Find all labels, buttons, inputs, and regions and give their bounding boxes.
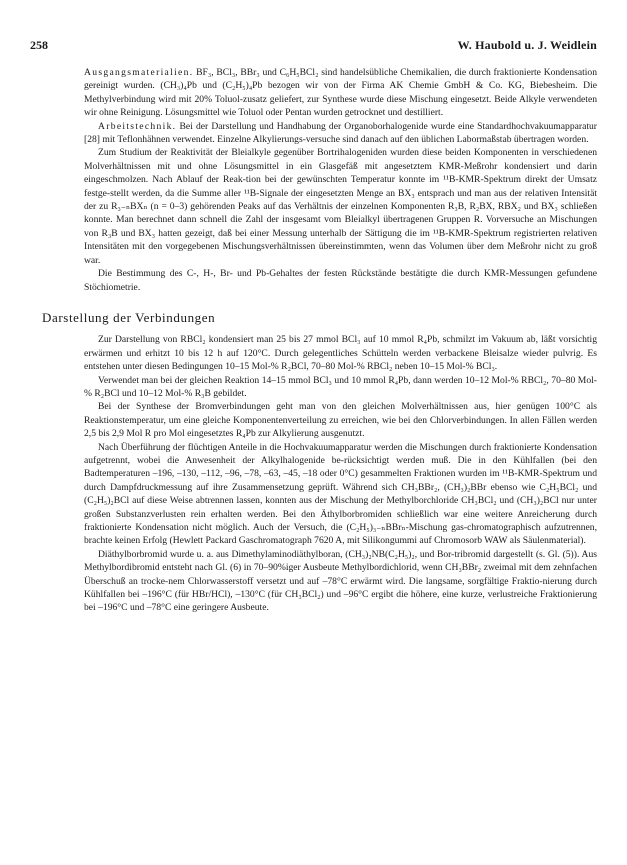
paragraph-text: Bei der Darstellung und Handhabung der Organoborhalogenide wurde eine Standardhochvakuumapparatur [28] mit Teflonhähnen verwendet. Einzelne Alkylierungs-versuche sind danach auf den üblichen Labormaßstab übertragen worden. bbox=[84, 120, 597, 146]
paragraph-reaktion bbox=[84, 374, 597, 401]
paragraph-ausgangsmaterialien bbox=[84, 66, 597, 120]
paragraph-rbcl2 bbox=[84, 333, 597, 373]
paragraph-bestimmung bbox=[84, 267, 597, 294]
paragraph-text: Nach Überführung der flüchtigen Anteile in die Hochvakuumapparatur werden die Mischungen durch fraktionierte Kondensation aufgetrennt, wobei die Anwesenheit der Alkylhalogenide be-rücksichtigt werden muß. Die in den Kühlfallen (bei den Badtemperaturen –196, –130, –112, –96, –78, –63, –45, –18 oder 0°C) gesammelten Fraktionen wurden im ¹¹B-KMR-Spektrum und durch Dampfdruckmessung auf ihre Zusammensetzung geprüft. Während sich CH₃BBr₂, (CH₃)₂BBr ebenso wie C₂H₅BCl₂ und (C₂H₅)₂BCl auf diese Weise abtrennen lassen, konnten aus der Mischung der Methylborchloride CH₃BCl₂ und (CH₃)₂BCl nur unter großen Substanzverlusten rein erhalten werden. Bei den Äthylborbromiden schließlich war eine weitere Anreicherung durch fraktionierte Kondensation nicht möglich. Auch der Versuch, die (C₂H₅)₃₋ₙBBrₙ-Mischung gas-chromatographisch aufzutrennen, brachte keinen Erfolg (Hewlett Packard Gaschromatograph 7620 A, mit Silikongummi auf Chromosorb WAW als Säulenmaterial). bbox=[84, 441, 597, 547]
paragraph-arbeitstechnik bbox=[84, 120, 597, 147]
paragraph-text: Bei der Synthese der Bromverbindungen geht man von den gleichen Molverhältnissen aus, hier genügen 100°C als Reaktionstemperatur, um eine gleiche Komponentenverteilung zu erreichen, wie bei den Chlorverbindungen. In allen Fällen werden 2,5 bis 2,9 Mol R pro Mol eingesetztes R₄Pb zur Alkylierung ausgenutzt. bbox=[84, 401, 597, 440]
paragraph-text: Verwendet man bei der gleichen Reaktion 14–15 mmol BCl₃ und 10 mmol R₄Pb, dann werden 10–12 Mol-% RBCl₂, 70–80 Mol-% R₂BCl und 10–12 Mol-% R₃B gebildet. bbox=[84, 374, 597, 399]
paragraph-reaktivitaet bbox=[84, 146, 597, 267]
paragraph-text: Die Bestimmung des C-, H-, Br- und Pb-Gehaltes der festen Rückstände bestätigte die durch KMR-Messungen gefundene Stöchiometrie. bbox=[84, 268, 597, 293]
paragraph-trennung bbox=[84, 441, 597, 548]
paragraph-text: Zur Darstellung von RBCl₂ kondensiert man 25 bis 27 mmol BCl₃ auf 10 mmol R₄Pb, schmilzt im Vakuum ab, läßt vorsichtig erwärmen und erhitzt 10 bis 12 h auf 120°C. Durch gelegentliches Schütteln werden verbackene Bleisalze wieder pulvrig. Es entstehen unter diesen Bedingungen 10–15 Mol-% R₂BCl, 70–80 Mol-% RBCl₂ neben 10–15 Mol-% BCl₃. bbox=[84, 334, 597, 373]
paragraph-lead: Arbeitstechnik. bbox=[98, 120, 177, 132]
paragraph-bromverbindungen bbox=[84, 400, 597, 440]
paragraph-text: Diäthylborbromid wurde u. a. aus Dimethylaminodiäthylboran, (CH₃)₂NB(C₂H₅)₂, und Bor-tribromid dargestellt (s. Gl. (5)). Aus Methylbordibromid entsteht nach Gl. (6) in 70–90%iger Ausbeute Methylbordichlorid, wenn CH₃BBr₂ zweimal mit dem zehnfachen Überschuß an trocke-nem Chlorwasserstoff versetzt und auf –78°C erwärmt wird. Die langsame, sorgfältige Fraktio-nierung durch Kühlfallen bei –196°C (für HBr/HCl), –130°C (für CH₃BCl₂) und –96°C ergibt die höhere, eine kurze, verlustreiche Fraktionierung bei –196°C und –78°C eine geringere Ausbeute. bbox=[84, 548, 597, 614]
paragraph-diaethylborbromid bbox=[84, 548, 597, 615]
section-heading: Darstellung der Verbindungen bbox=[42, 309, 216, 325]
body-text bbox=[42, 66, 597, 615]
page-header bbox=[30, 38, 597, 54]
paragraph-text: BF₃, BCl₃, BBr₃ und C₆H₅BCl₂ sind handelsübliche Chemikalien, die durch fraktionierte Kondensation gereinigt wurden. (CH₃)₄Pb und (C₂H₅)₄Pb bezogen wir von der Firma AK Chemie GmbH & Co. KG, Biebesheim. Die Methylverbindung wird mit 20% Toluol-zusatz geliefert, zur Synthese wurde diese Mischung eingesetzt. Beide Alkyle verwendeten wir ohne Reinigung. Lösungsmittel wie Toluol oder Pentan wurden getrocknet und destilliert. bbox=[84, 67, 597, 119]
page-number: 258 bbox=[30, 38, 48, 52]
paragraph-lead: Ausgangsmaterialien. bbox=[84, 67, 194, 78]
paragraph-text: Zum Studium der Reaktivität der Bleialkyle gegenüber Bortrihalogeniden wurden diese beiden Komponenten in verschiedenen Molverhältnissen mit und ohne Lösungsmittel in ein Glasgefäß mit angesetztem KMR-Meßrohr kondensiert und darin eingeschmolzen. Nach Ablauf der Reak-tion bei der gewünschten Temperatur konnte im ¹¹B-KMR-Spektrum direkt der Umsatz festge-stellt werden, da die Summe aller ¹¹B-Signale der eingesetzten Menge an BX₃ entsprach und man aus der relativen Intensität der zu R₃₋ₙBXₙ (n = 0–3) gehörenden Peaks auf das Verhältnis der einzelnen Komponenten R₃B, R₂BX, RBX₂ und BX₃ schließen konnte. Man berechnet dann schnell die Zahl der insgesamt vom Bleialkyl übertragenen Gruppen R. Vorversuche an Mischungen von R₃B und BX₃ hatten gezeigt, daß bei einer Messung unterhalb der Sättigung die im ¹¹B-KMR-Spektrum registrierten relativen Intensitäten mit den vorgegebenen Mischungsverhältnissen übereinstimmten, wenn das Volumen über dem Meßrohr nicht zu groß war. bbox=[84, 147, 597, 266]
running-head: W. Haubold u. J. Weidlein bbox=[457, 38, 597, 52]
